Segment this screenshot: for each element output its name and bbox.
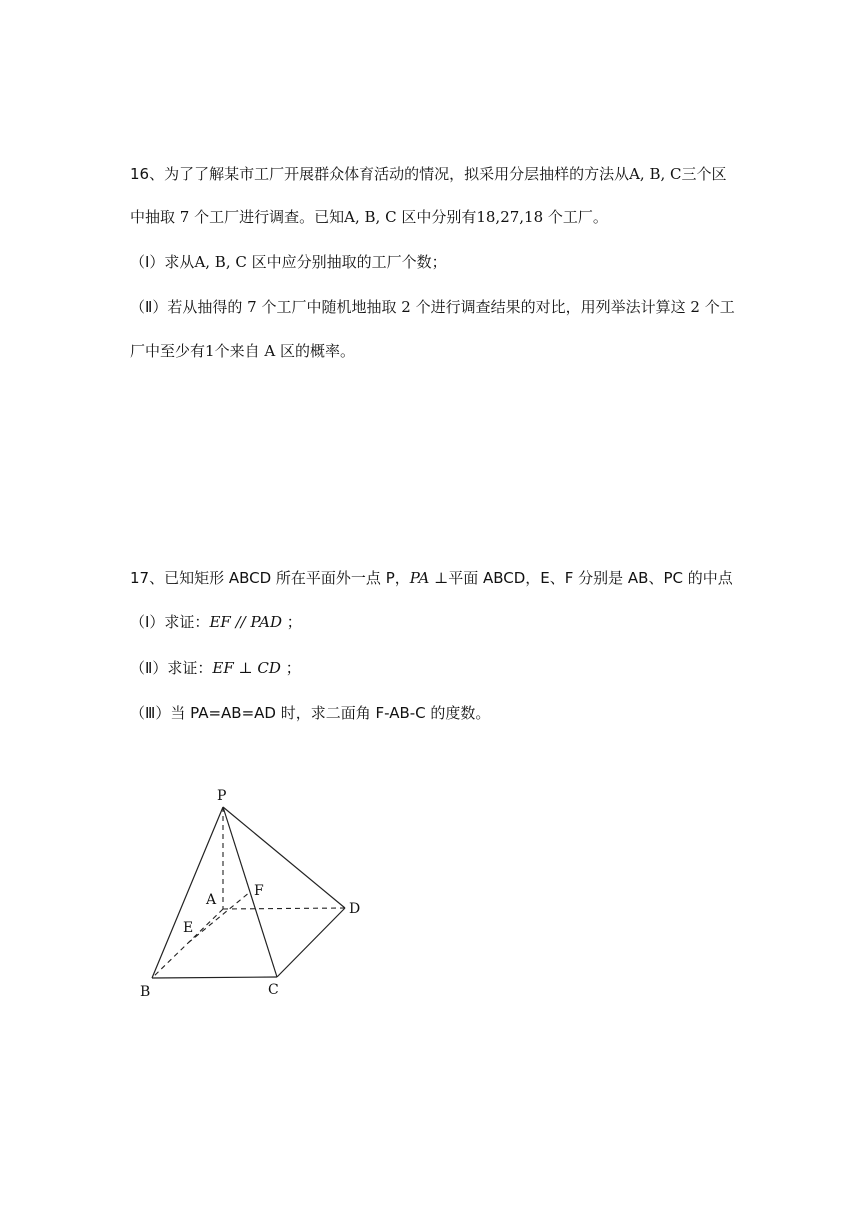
label-p: P — [217, 788, 227, 804]
p16-math: A, B, C — [194, 253, 247, 271]
segment-ef — [188, 892, 250, 943]
p16-text: 个工厂进行调查。已知 — [194, 208, 345, 226]
p16-part-2 — [130, 297, 735, 317]
p16-text: 16、为了了解某市工厂开展群众体育活动的情况，拟采用分层抽样的方法从 — [130, 165, 630, 183]
p17-text: （Ⅲ）当 PA=AB=AD 时，求二面角 F-AB-C 的度数。 — [130, 704, 491, 722]
p16-text: 区中应分别抽取的工厂个数； — [251, 253, 447, 271]
p16-text: 三个区 — [681, 165, 727, 183]
edge-cd — [277, 908, 345, 977]
p16-math: A — [264, 342, 276, 360]
p16-math: 2 — [401, 298, 411, 316]
p17-text: （Ⅰ）求证： — [130, 613, 210, 631]
p16-math: A, B, C — [629, 165, 682, 183]
label-c: C — [268, 982, 279, 998]
p17-text: 17、已知矩形 ABCD 所在平面外一点 P， — [130, 569, 410, 587]
label-d: D — [349, 901, 361, 917]
p16-text: 个工 — [704, 298, 735, 316]
p17-math: PA ⊥ — [409, 569, 449, 587]
p17-math: EF // PAD — [209, 613, 283, 631]
p16-text: 中抽取 — [130, 208, 176, 226]
p17-text: 平面 ABCD，E、F 分别是 AB、PC 的中点 — [448, 569, 733, 587]
p16-math: 18,27,18 — [476, 208, 544, 226]
label-f: F — [254, 883, 264, 899]
p16-line-2 — [130, 207, 608, 227]
p17-text: （Ⅱ）求证： — [130, 659, 213, 677]
p16-line-1 — [130, 164, 727, 184]
label-a: A — [206, 892, 217, 908]
p16-text: 个进行调查结果的对比，用列举法计算这 — [415, 298, 686, 316]
p16-math: 2 — [690, 298, 700, 316]
edge-ad — [223, 908, 345, 909]
p17-part-1 — [130, 612, 302, 632]
p16-text: 区中分别有 — [401, 208, 477, 226]
p17-text: ； — [286, 613, 302, 631]
label-e: E — [183, 920, 194, 936]
p16-text: 个工厂。 — [547, 208, 608, 226]
p17-text: ； — [285, 659, 301, 677]
p17-part-3 — [130, 703, 490, 723]
p16-part-2-cont — [130, 341, 355, 361]
p16-math: 7 — [179, 208, 190, 226]
p16-text: 厂中至少有 — [130, 342, 206, 360]
p16-math: 1 — [205, 342, 215, 360]
p16-part-1 — [130, 252, 447, 272]
p16-text: （Ⅱ）若从抽得的 — [130, 298, 243, 316]
p16-text: 个工厂中随机地抽取 — [261, 298, 397, 316]
pyramid-figure — [130, 780, 390, 1010]
label-b: B — [140, 984, 151, 1000]
p17-part-2 — [130, 658, 301, 678]
edge-pd — [223, 807, 345, 908]
edge-pc — [223, 807, 277, 977]
p16-math: A, B, C — [344, 208, 397, 226]
edge-bc — [152, 977, 277, 978]
p17-math: EF ⊥ CD — [212, 659, 281, 677]
p16-text: 区的概率。 — [279, 342, 355, 360]
p17-line-1 — [130, 568, 733, 588]
p16-text: （Ⅰ）求从 — [130, 253, 195, 271]
p16-math: 7 — [247, 298, 257, 316]
p16-text: 个来自 — [214, 342, 260, 360]
